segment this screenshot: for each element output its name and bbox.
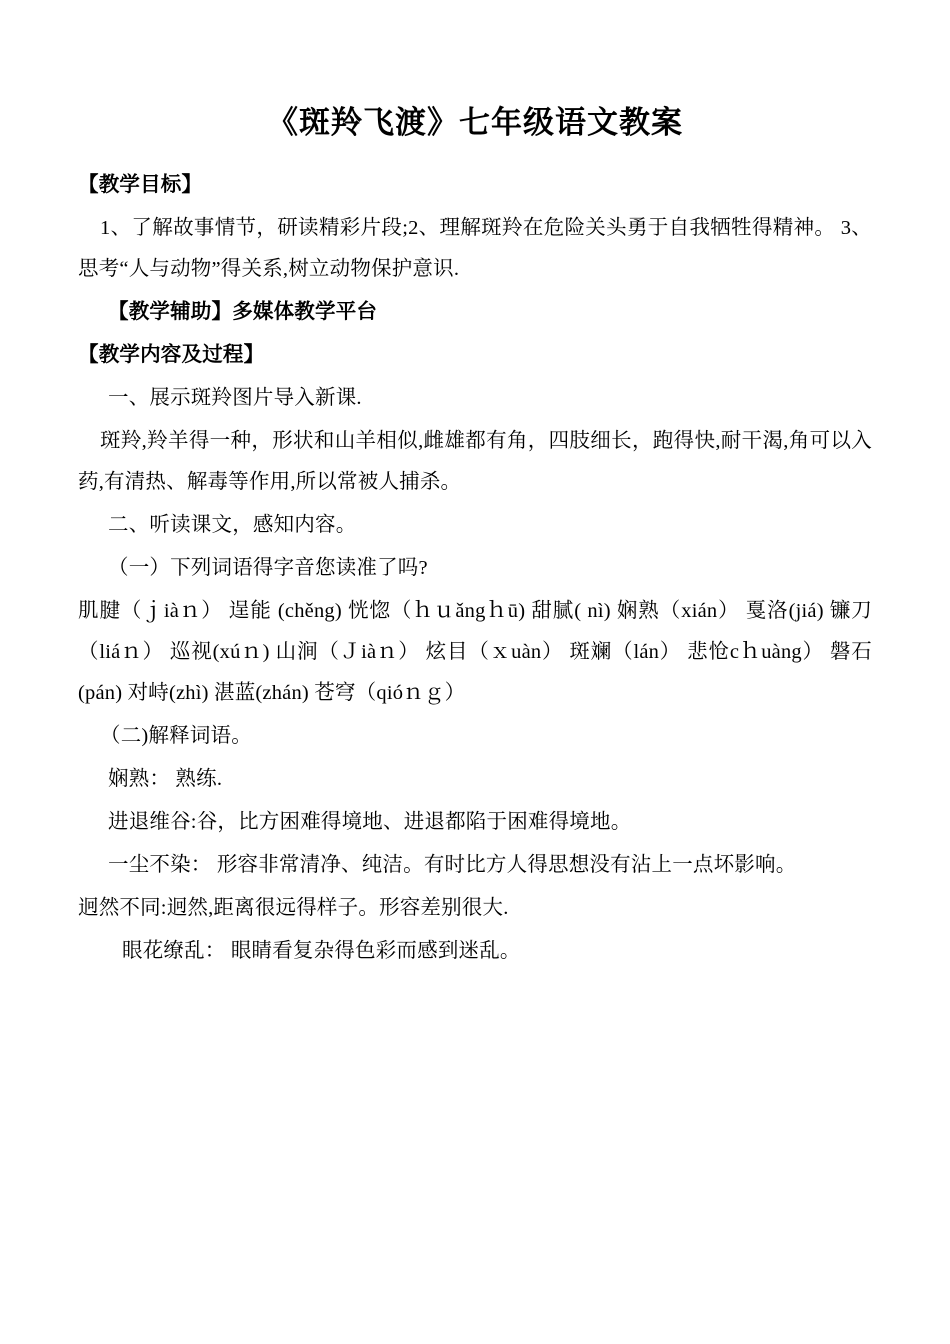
paragraph-antelope-description: 斑羚,羚羊得一种，形状和山羊相似,雌雄都有角，四肢细长，跑得快,耐干渴,角可以入药,有清热、解毒等作用,所以常被人捕杀。 — [78, 429, 872, 493]
paragraph-definition-jiongranbutong: 迥然不同:迥然,距离很远得样子。形容差别很大. — [78, 896, 509, 919]
paragraph-definition-yanhualiaoluan: 眼花缭乱： 眼睛看复杂得色彩而感到迷乱。 — [122, 939, 521, 962]
paragraph-teaching-aids-heading: 【教学辅助】多媒体教学平台 — [108, 300, 378, 323]
paragraph-definition-jintuiweigu: 进退维谷:谷，比方困难得境地、进退都陷于困难得境地。 — [108, 810, 632, 833]
paragraph-section-one: 一、展示斑羚图片导入新课. — [108, 386, 362, 409]
paragraph-pinyin-list: 肌腱（ｊiàｎ） 逞能 (chěng) 恍惚（ｈｕǎngｈū) 甜腻( nì) 娴熟（xián） 戛洛(jiá) 镰刀（liáｎ） 巡视(xúｎ) 山涧（Ｊiàｎ） 炫目（ｘuàn） 斑斓（lán） 悲怆cｈuàng） 磐石(pán) 对峙(zhì) 湛蓝(zhán) 苍穹（qióｎｇ） — [78, 599, 872, 704]
paragraph-subsection-one: （一）下列词语得字音您读准了吗? — [108, 556, 428, 579]
paragraph-content-process-heading: 【教学内容及过程】 — [78, 343, 265, 366]
paragraph-definition-yichenburan: 一尘不染： 形容非常清净、纯洁。有时比方人得思想没有沾上一点坏影响。 — [108, 853, 797, 876]
paragraph-definition-xianshu: 娴熟： 熟练. — [108, 767, 223, 790]
document-body — [78, 165, 872, 972]
page-title: 《斑羚飞渡》七年级语文教案 — [267, 105, 683, 141]
paragraph-teaching-objectives-heading: 【教学目标】 — [78, 173, 203, 196]
paragraph-objectives-list: 1、了解故事情节，研读精彩片段;2、理解斑羚在危险关头勇于自我牺牲得精神。 3、思考“人与动物”得关系,树立动物保护意识. — [78, 216, 872, 280]
paragraph-subsection-two: （二)解释词语。 — [100, 724, 252, 747]
paragraph-section-two: 二、听读课文，感知内容。 — [108, 513, 357, 536]
